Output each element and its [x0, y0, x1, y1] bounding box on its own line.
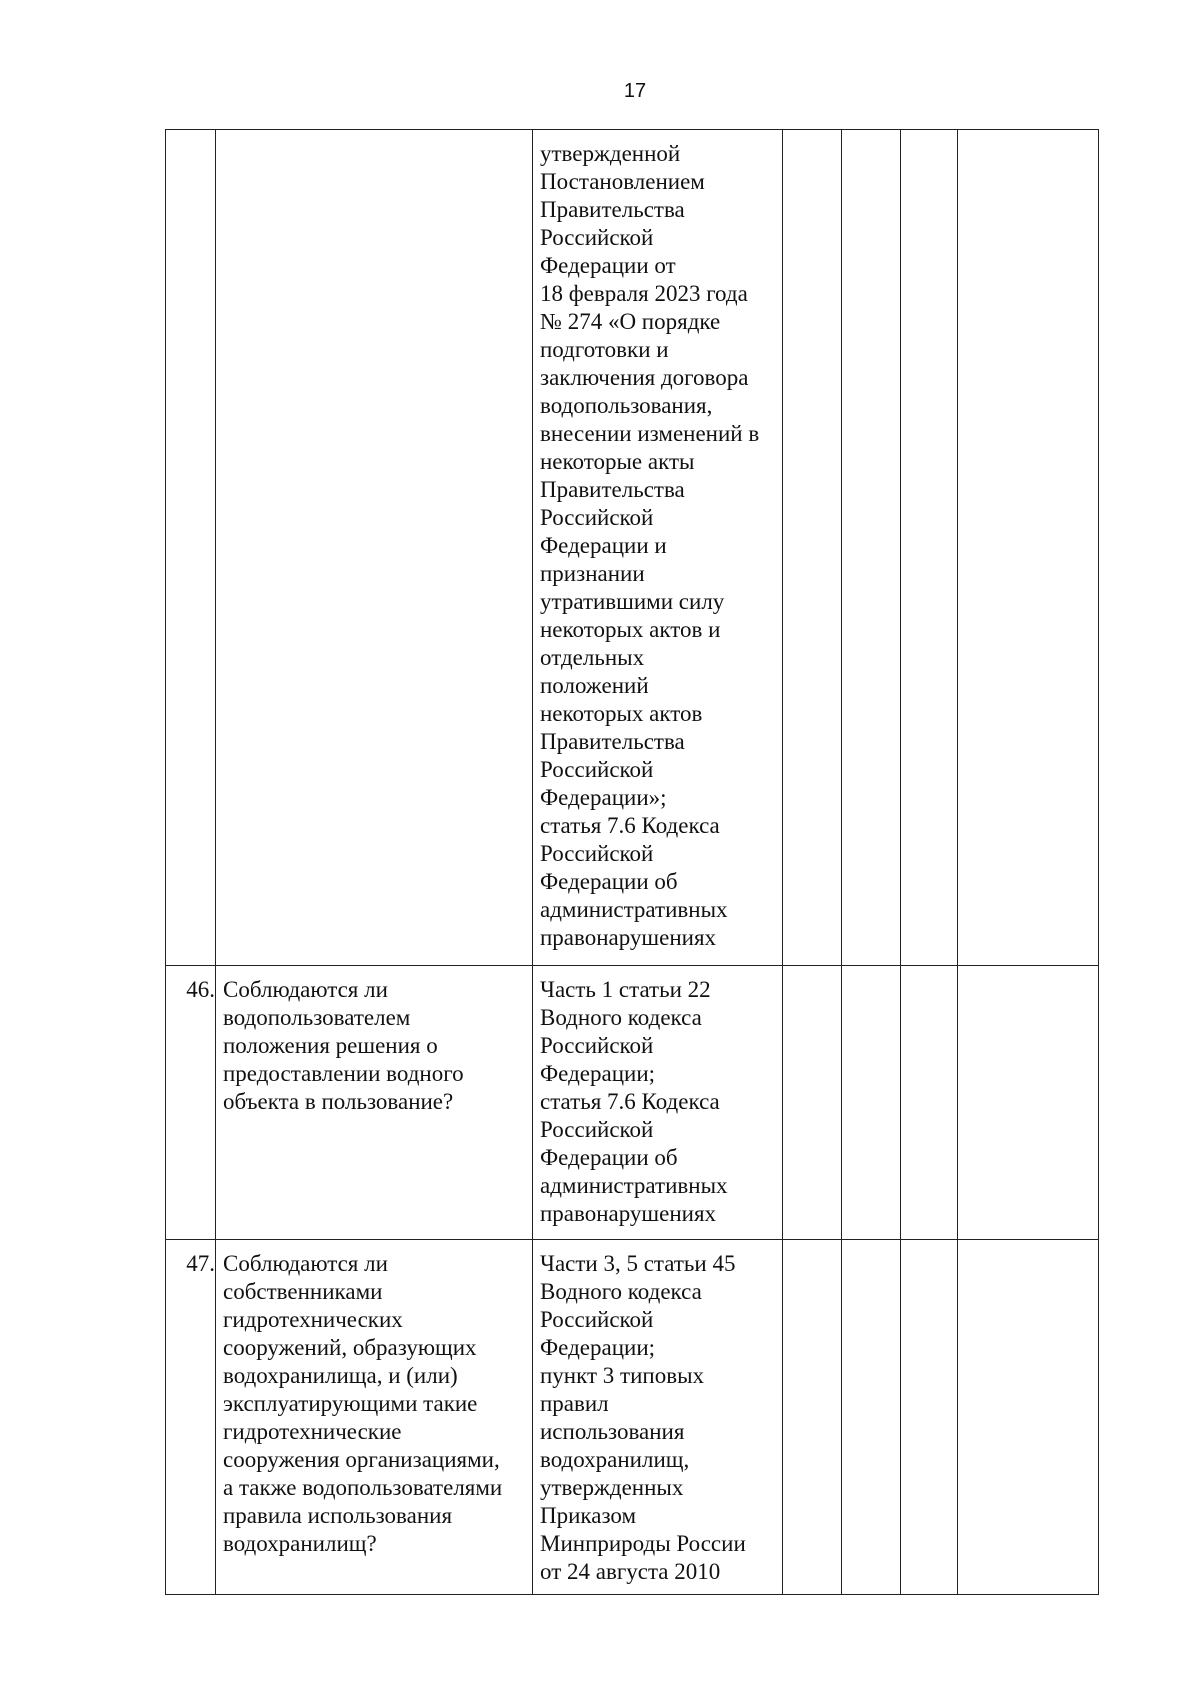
row-number: [166, 130, 215, 140]
empty-cell: [958, 130, 1099, 966]
reference-text: [533, 130, 782, 960]
text-line: Федерации об: [540, 869, 678, 894]
question-text: [216, 130, 532, 148]
text-line: водопользователем: [223, 1005, 411, 1030]
question-cell: [216, 966, 533, 1240]
text-line: заключения договора: [540, 365, 749, 390]
text-line: Российской: [540, 1307, 654, 1332]
empty-cell: [958, 966, 1099, 1240]
text-line: использования: [540, 1419, 685, 1444]
text-line: правонарушениях: [540, 925, 717, 950]
text-line: Соблюдаются ли: [223, 1251, 388, 1276]
empty-cell: [842, 130, 901, 966]
empty-cell: [958, 1240, 1099, 1595]
text-line: Соблюдаются ли: [223, 977, 388, 1002]
text-line: некоторых актов и: [540, 617, 721, 642]
empty-cell: [842, 966, 901, 1240]
text-line: признании: [540, 561, 645, 586]
text-line: от 24 августа 2010: [540, 1559, 721, 1584]
text-line: Водного кодекса: [540, 1279, 702, 1304]
text-line: Приказом: [540, 1503, 637, 1528]
page-number: 17: [623, 80, 647, 102]
empty-cell: [842, 1240, 901, 1595]
text-line: Российской: [540, 1033, 654, 1058]
question-cell: [216, 1240, 533, 1595]
text-line: Федерации»;: [540, 785, 667, 810]
text-line: Минприроды России: [540, 1531, 746, 1556]
empty-cell: [783, 130, 842, 966]
text-line: собственниками: [223, 1279, 383, 1304]
row-number-cell: [166, 1240, 216, 1595]
text-line: водохранилищ,: [540, 1447, 690, 1472]
row-number: 47.: [186, 1251, 215, 1276]
empty-cell: [901, 966, 958, 1240]
text-line: Правительства: [540, 477, 685, 502]
text-line: сооружения организациями,: [223, 1447, 500, 1472]
question-text: [216, 1240, 532, 1566]
text-line: гидротехнические: [223, 1419, 402, 1444]
text-line: а также водопользователями: [223, 1475, 503, 1500]
text-line: Федерации от: [540, 253, 676, 278]
text-line: 18 февраля 2023 года: [540, 281, 748, 306]
row-number-cell: [166, 130, 216, 966]
text-line: административных: [540, 1173, 728, 1198]
text-line: Российской: [540, 1117, 654, 1142]
text-line: водопользования,: [540, 393, 713, 418]
text-line: статья 7.6 Кодекса: [540, 1089, 720, 1114]
text-line: положений: [540, 673, 649, 698]
text-line: статья 7.6 Кодекса: [540, 813, 720, 838]
text-line: внесении изменений в: [540, 421, 760, 446]
table-row: [166, 130, 1099, 966]
empty-cell: [901, 1240, 958, 1595]
question-text: [216, 966, 532, 1124]
text-line: № 274 «О порядке: [540, 309, 721, 334]
table-row: [166, 966, 1099, 1240]
text-line: пункт 3 типовых: [540, 1363, 705, 1388]
text-line: некоторых актов: [540, 701, 703, 726]
row-number-cell: [166, 966, 216, 1240]
reference-cell: [533, 966, 783, 1240]
text-line: Правительства: [540, 729, 685, 754]
empty-cell: [901, 130, 958, 966]
text-line: правонарушениях: [540, 1201, 717, 1226]
reference-cell: [533, 130, 783, 966]
text-line: Российской: [540, 841, 654, 866]
checklist-table: [165, 129, 1099, 1595]
text-line: правила использования: [223, 1503, 453, 1528]
text-line: административных: [540, 897, 728, 922]
question-cell: [216, 130, 533, 966]
text-line: сооружений, образующих: [223, 1335, 477, 1360]
reference-cell: [533, 1240, 783, 1595]
text-line: Постановлением: [540, 169, 705, 194]
reference-text: [533, 966, 782, 1236]
text-line: гидротехнических: [223, 1307, 403, 1332]
table-row: [166, 1240, 1099, 1595]
text-line: объекта в пользование?: [223, 1089, 454, 1114]
text-line: Российской: [540, 225, 654, 250]
text-line: утвержденных: [540, 1475, 684, 1500]
text-line: водохранилищ?: [223, 1531, 377, 1556]
text-line: эксплуатирующими такие: [223, 1391, 478, 1416]
text-line: Федерации;: [540, 1061, 656, 1086]
text-line: Водного кодекса: [540, 1005, 702, 1030]
text-line: положения решения о: [223, 1033, 438, 1058]
text-line: некоторые акты: [540, 449, 695, 474]
empty-cell: [783, 1240, 842, 1595]
text-line: Федерации и: [540, 533, 667, 558]
text-line: утвержденной: [540, 141, 681, 166]
text-line: отдельных: [540, 645, 645, 670]
text-line: Федерации об: [540, 1145, 678, 1170]
text-line: предоставлении водного: [223, 1061, 464, 1086]
text-line: Часть 1 статьи 22: [540, 977, 711, 1002]
text-line: водохранилища, и (или): [223, 1363, 458, 1388]
text-line: Федерации;: [540, 1335, 656, 1360]
text-line: Части 3, 5 статьи 45: [540, 1251, 736, 1276]
text-line: Российской: [540, 757, 654, 782]
reference-text: [533, 1240, 782, 1594]
text-line: утратившими силу: [540, 589, 725, 614]
text-line: подготовки и: [540, 337, 669, 362]
text-line: правил: [540, 1391, 609, 1416]
text-line: Российской: [540, 505, 654, 530]
text-line: Правительства: [540, 197, 685, 222]
row-number: 46.: [186, 977, 215, 1002]
empty-cell: [783, 966, 842, 1240]
